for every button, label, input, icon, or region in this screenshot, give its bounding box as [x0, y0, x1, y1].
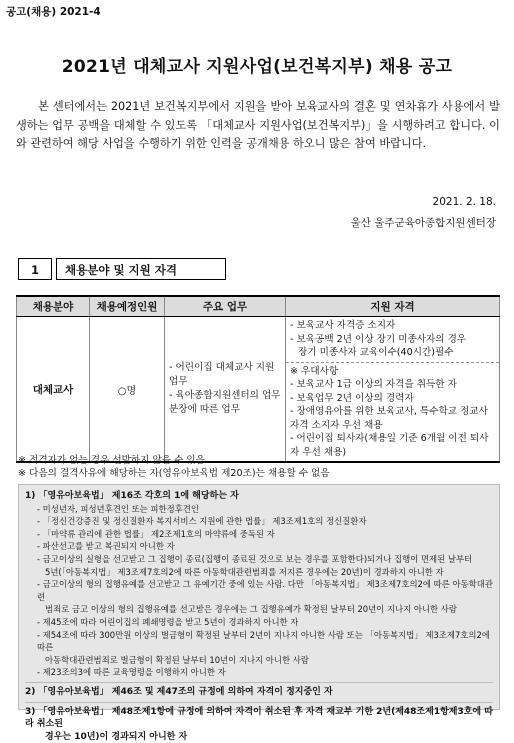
disqualification-box: [18, 484, 500, 742]
disq-item: 5년(「아동복지법」 제3조제7호의2에 따른 아동학대관련범죄를 저지른 경우에는 20년)이 경과하지 아니한 자: [45, 566, 444, 577]
section-title: 채용분야 및 지원 자격: [56, 258, 226, 280]
qual-item: - 보육공백 2년 이상 장기 미종사자의 경우: [290, 333, 467, 345]
disq-item: - 미성년자, 피성년후견인 또는 피한정후견인: [37, 503, 199, 514]
disq-item: - 금고이상의 실형을 선고받고 그 집행이 종료(집행이 종료된 것으로 보는 경우를 포함한다)되거나 집행이 면제된 날부터: [37, 553, 473, 564]
recruitment-table: [16, 295, 500, 463]
table-header-row: [17, 296, 500, 317]
disq-heading-3: 3) 「영유아보육법」 제48조제1항에 규정에 의하여 자격이 취소된 후 자격 재교부 기한 2년(제48조제1항제3호에 따라 취소된: [25, 706, 493, 730]
disq-item: - 「마약류 관리에 관한 법률」 제2조제1호의 마약류에 중독된 자: [37, 528, 275, 539]
duty-item: - 어린이집 대체교사 지원 업무: [169, 362, 275, 387]
section-number: 1: [18, 258, 52, 280]
qual-item: - 보육교사 자격증 소지자: [290, 320, 396, 331]
qual-item: 장기 미종사자 교육이수(40시간)필수: [298, 347, 454, 358]
note-item: ※ 다음의 결격사유에 해당하는 자(영유아보육법 제20조)는 채용할 수 없음: [18, 468, 330, 479]
intro-paragraph: [16, 98, 500, 154]
table-row: [17, 317, 500, 463]
disq-item: - 제45조에 따라 어린이집의 폐쇄명령을 받고 5년이 경과하지 아니한 자: [37, 616, 299, 627]
duty-item: - 육아종합지원센터의 업무분장에 따른 업무: [169, 390, 281, 415]
disq-item: - 제23조의3에 따른 교육명령을 이행하지 아니한 자: [37, 667, 226, 678]
disq-item: - 제54조에 따라 300만원 이상의 벌금형이 확정된 날부터 2년이 지나지 아니한 사람 또는 「아동복지법」 제3조제7호의2에 따른: [37, 629, 490, 653]
cell-qualifications: [286, 317, 500, 463]
notice-number: 공고(채용) 2021-4: [6, 6, 101, 18]
pref-item: - 어린이집 퇴사자(채용일 기준 6개월 이전 퇴사자 우선 채용): [290, 433, 489, 458]
pref-item: - 장애영유아를 위한 보육교사, 특수학교 정교사 자격 소지자 우선 채용: [290, 406, 488, 431]
cell-count: ○명: [90, 317, 165, 463]
required-qualifications: [286, 317, 499, 363]
note-item: ※ 적격자가 없는 경우 선발하지 않을 수 있음: [18, 455, 205, 466]
divider: [25, 682, 493, 683]
header-duties: 주요 업무: [165, 296, 286, 317]
divider: [25, 702, 493, 703]
header-qualifications: 지원 자격: [286, 296, 500, 317]
cell-field: 대체교사: [17, 317, 90, 463]
preferred-qualifications: [286, 363, 499, 462]
pref-item: - 보육교사 1급 이상의 자격을 취득한 자: [290, 379, 457, 390]
disq-item: 범죄로 금고 이상의 형의 집행유예를 선고받은 경우에는 그 집행유예가 확정된 날부터 20년이 지나지 아니한 사람: [45, 604, 457, 615]
announcement-date: 2021. 2. 18.: [432, 196, 496, 208]
header-field: 채용분야: [17, 296, 90, 317]
intro-text: 본 센터에서는 2021년 보건복지부에서 지원을 받아 보육교사의 결혼 및 연차휴가 사용에서 발생하는 업무 공백을 대체할 수 있도록 「대체교사 지원사업(보건복지부)」을 시행하려고 합니다. 이와 관련하여 해당 사업을 수행하기 위한 인력을 공개채용 하오니 많은 참여 바랍니다.: [16, 100, 500, 150]
page-title: 2021년 대체교사 지원사업(보건복지부) 채용 공고: [61, 57, 453, 77]
disq-item: - 금고이상의 형의 집행유예를 선고받고 그 유예기간 중에 있는 사람. 다만 「아동복지법」 제3조제7호의2에 따른 아동학대관련: [37, 579, 493, 602]
disq-item: - 「정신건강증진 및 정신질환자 복지서비스 지원에 관한 법률」 제3조제1호의 정신질환자: [37, 516, 367, 527]
disq-item: 아동학대관련범죄로 벌금형이 확정된 날부터 10년이 지나지 아니한 사람: [45, 654, 309, 665]
disq-heading-2: 2) 「영유아보육법」 제46조 및 제47조의 규정에 의하여 자격이 정지중인 자: [25, 686, 333, 697]
disq-heading-3-cont: 경우는 10년)이 경과되지 아니한 자: [45, 731, 188, 742]
disq-heading-1: 1) 「영유아보육법」 제16조 각호의 1에 해당하는 자: [25, 491, 239, 501]
pref-title: ※ 우대사항: [290, 365, 339, 377]
pref-item: - 보육업무 2년 이상의 경력자: [290, 392, 414, 404]
header-count: 채용예정인원: [90, 296, 165, 317]
organization-name: 울산 울주군육아종합지원센터장: [350, 217, 496, 229]
disq-item: - 파산선고를 받고 복권되지 아니한 자: [37, 541, 175, 552]
cell-duties: [165, 317, 286, 463]
notes: [18, 454, 330, 480]
